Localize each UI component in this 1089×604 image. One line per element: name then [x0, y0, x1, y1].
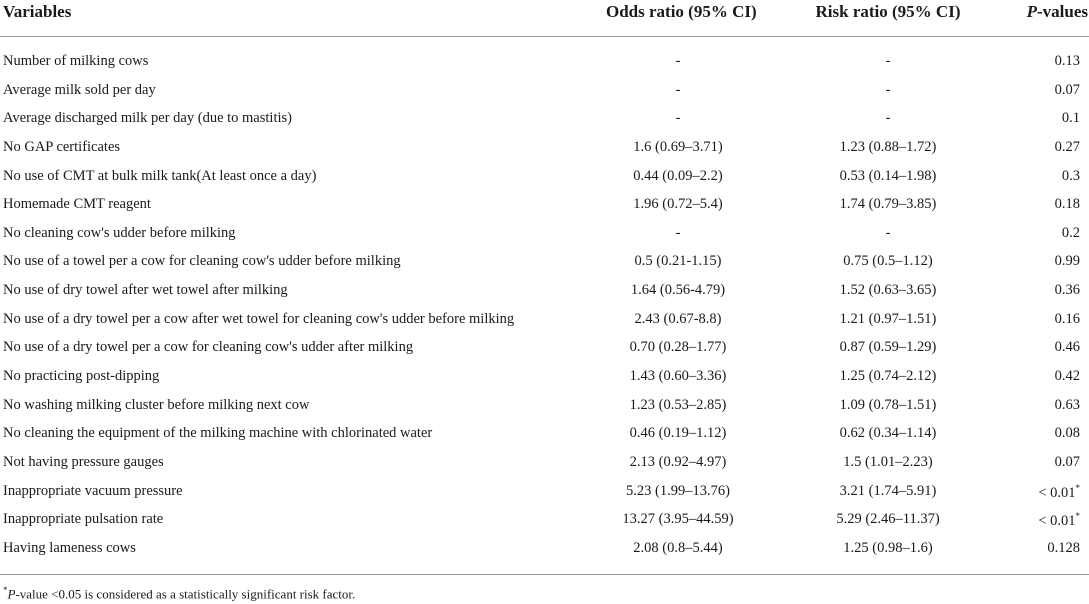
cell-p-value: [998, 82, 1080, 99]
table-row: [0, 165, 1089, 194]
cell-odds-ratio: 2.08 (0.8–5.44): [633, 539, 723, 556]
cell-odds-ratio: 5.23 (1.99–13.76): [626, 482, 730, 499]
table-row: [0, 79, 1089, 108]
p-value-text: 0.46: [1054, 339, 1080, 356]
table-row: [0, 107, 1089, 136]
cell-odds-ratio: -: [675, 110, 681, 127]
p-value-text: 0.07: [1054, 81, 1080, 98]
p-value-text: 0.3: [1061, 167, 1080, 184]
table-row: [0, 508, 1089, 537]
cell-risk-ratio: 0.75 (0.5–1.12): [843, 253, 933, 270]
cell-p-value: [998, 339, 1080, 356]
p-value-text: 0.63: [1054, 396, 1080, 413]
cell-odds-ratio: 0.70 (0.28–1.77): [629, 339, 727, 356]
cell-odds-ratio: 0.46 (0.19–1.12): [629, 425, 727, 442]
cell-variable: No use of CMT at bulk milk tank(At least once a day): [3, 167, 317, 184]
footnote: [3, 585, 355, 602]
table-row: [0, 365, 1089, 394]
table-row: [0, 422, 1089, 451]
cell-risk-ratio: 1.25 (0.98–1.6): [843, 539, 933, 556]
cell-variable: No use of a towel per a cow for cleaning cow's udder before milking: [3, 253, 401, 270]
p-value-text: < 0.01: [1038, 513, 1076, 530]
cell-p-value: [998, 53, 1080, 70]
cell-odds-ratio: -: [675, 53, 681, 69]
cell-odds-ratio: -: [675, 81, 681, 98]
cell-risk-ratio: 0.87 (0.59–1.29): [839, 339, 937, 356]
cell-odds-ratio: 2.13 (0.92–4.97): [629, 453, 727, 470]
table-row: [0, 308, 1089, 337]
cell-odds-ratio: 1.23 (0.53–2.85): [629, 396, 727, 413]
significance-marker: *: [1075, 511, 1080, 522]
cell-odds-ratio: 1.43 (0.60–3.36): [629, 368, 727, 385]
table-row: [0, 250, 1089, 279]
cell-p-value: [998, 454, 1080, 471]
significance-marker: *: [1075, 482, 1080, 493]
cell-odds-ratio: -: [675, 224, 681, 241]
p-value-text: 0.07: [1054, 453, 1080, 470]
cell-odds-ratio: 1.96 (0.72–5.4): [633, 196, 723, 213]
cell-variable: No GAP certificates: [3, 138, 121, 155]
cell-variable: Inappropriate vacuum pressure: [3, 482, 183, 499]
p-value-text: 0.2: [1061, 224, 1080, 241]
table-header: [0, 0, 1089, 37]
cell-risk-ratio: 0.53 (0.14–1.98): [839, 167, 937, 184]
cell-odds-ratio: 0.44 (0.09–2.2): [633, 167, 723, 184]
cell-p-value: [998, 368, 1080, 385]
cell-variable: Average discharged milk per day (due to mastitis): [3, 110, 292, 127]
table-row: [0, 50, 1089, 79]
p-value-text: 0.27: [1054, 138, 1080, 155]
table-row: [0, 222, 1089, 251]
header-risk-ratio: Risk ratio (95% CI): [815, 2, 961, 21]
cell-p-value: [998, 110, 1080, 127]
header-p-suffix: -values: [1037, 2, 1088, 21]
cell-p-value: [998, 139, 1080, 156]
cell-risk-ratio: 1.23 (0.88–1.72): [839, 138, 937, 155]
cell-variable: No use of dry towel after wet towel after milking: [3, 282, 288, 299]
header-odds-ratio: Odds ratio (95% CI): [606, 2, 757, 21]
cell-odds-ratio: 2.43 (0.67-8.8): [634, 310, 722, 327]
table-row: [0, 193, 1089, 222]
cell-risk-ratio: -: [885, 224, 891, 241]
cell-p-value: [998, 540, 1080, 557]
cell-risk-ratio: -: [885, 53, 891, 69]
cell-risk-ratio: -: [885, 110, 891, 127]
header-p-letter: P: [1026, 2, 1037, 21]
cell-p-value: [998, 311, 1080, 328]
cell-p-value: [998, 483, 1080, 502]
cell-variable: No cleaning the equipment of the milking machine with chlorinated water: [3, 425, 433, 442]
cell-p-value: [998, 253, 1080, 270]
table-row: [0, 279, 1089, 308]
table-body: [0, 37, 1089, 566]
cell-variable: No washing milking cluster before milking next cow: [3, 396, 310, 413]
cell-variable: Not having pressure gauges: [3, 453, 164, 470]
table-row: [0, 451, 1089, 480]
cell-variable: No use of a dry towel per a cow after wet towel for cleaning cow's udder before milking: [3, 310, 515, 327]
table-row: [0, 537, 1089, 566]
cell-odds-ratio: 1.6 (0.69–3.71): [633, 138, 723, 155]
p-value-text: 0.18: [1054, 196, 1080, 213]
cell-risk-ratio: 0.62 (0.34–1.14): [839, 425, 937, 442]
p-value-text: 0.128: [1047, 539, 1080, 556]
cell-risk-ratio: 1.74 (0.79–3.85): [839, 196, 937, 213]
cell-variable: Having lameness cows: [3, 539, 136, 556]
cell-variable: No cleaning cow's udder before milking: [3, 224, 236, 241]
p-value-text: 0.1: [1061, 110, 1080, 127]
cell-risk-ratio: 5.29 (2.46–11.37): [836, 511, 940, 528]
p-value-text: 0.13: [1054, 53, 1080, 69]
cell-variable: No practicing post-dipping: [3, 368, 160, 385]
footnote-marker: *: [3, 585, 8, 595]
cell-p-value: [998, 425, 1080, 442]
cell-variable: Homemade CMT reagent: [3, 196, 151, 213]
cell-risk-ratio: 1.5 (1.01–2.23): [843, 453, 933, 470]
cell-risk-ratio: 3.21 (1.74–5.91): [839, 482, 937, 499]
bottom-rule: [0, 574, 1089, 575]
cell-risk-ratio: -: [885, 81, 891, 98]
p-value-text: < 0.01: [1038, 484, 1076, 501]
p-value-text: 0.36: [1054, 282, 1080, 299]
p-value-text: 0.08: [1054, 425, 1080, 442]
cell-p-value: [998, 397, 1080, 414]
cell-risk-ratio: 1.25 (0.74–2.12): [839, 368, 937, 385]
cell-variable: Average milk sold per day: [3, 81, 156, 98]
footnote-text: -value <0.05 is considered as a statistically significant risk factor.: [15, 586, 356, 602]
cell-variable: No use of a dry towel per a cow for cleaning cow's udder after milking: [3, 339, 414, 356]
p-value-text: 0.99: [1054, 253, 1080, 270]
cell-p-value: [998, 282, 1080, 299]
header-p-values: [1012, 2, 1088, 22]
table-row: [0, 336, 1089, 365]
p-value-text: 0.42: [1054, 368, 1080, 385]
cell-odds-ratio: 0.5 (0.21-1.15): [634, 253, 722, 270]
table-row: [0, 480, 1089, 509]
cell-p-value: [998, 511, 1080, 530]
cell-risk-ratio: 1.09 (0.78–1.51): [839, 396, 937, 413]
cell-variable: Inappropriate pulsation rate: [3, 511, 164, 528]
table-row: [0, 136, 1089, 165]
table-row: [0, 394, 1089, 423]
cell-variable: Number of milking cows: [3, 53, 149, 69]
cell-p-value: [998, 168, 1080, 185]
cell-risk-ratio: 1.21 (0.97–1.51): [839, 310, 937, 327]
cell-risk-ratio: 1.52 (0.63–3.65): [839, 282, 937, 299]
cell-p-value: [998, 196, 1080, 213]
header-variables: Variables: [3, 2, 72, 21]
p-value-text: 0.16: [1054, 310, 1080, 327]
cell-odds-ratio: 1.64 (0.56-4.79): [630, 282, 726, 299]
cell-p-value: [998, 225, 1080, 242]
footnote-p-letter: P: [7, 586, 16, 602]
cell-odds-ratio: 13.27 (3.95–44.59): [622, 511, 734, 528]
